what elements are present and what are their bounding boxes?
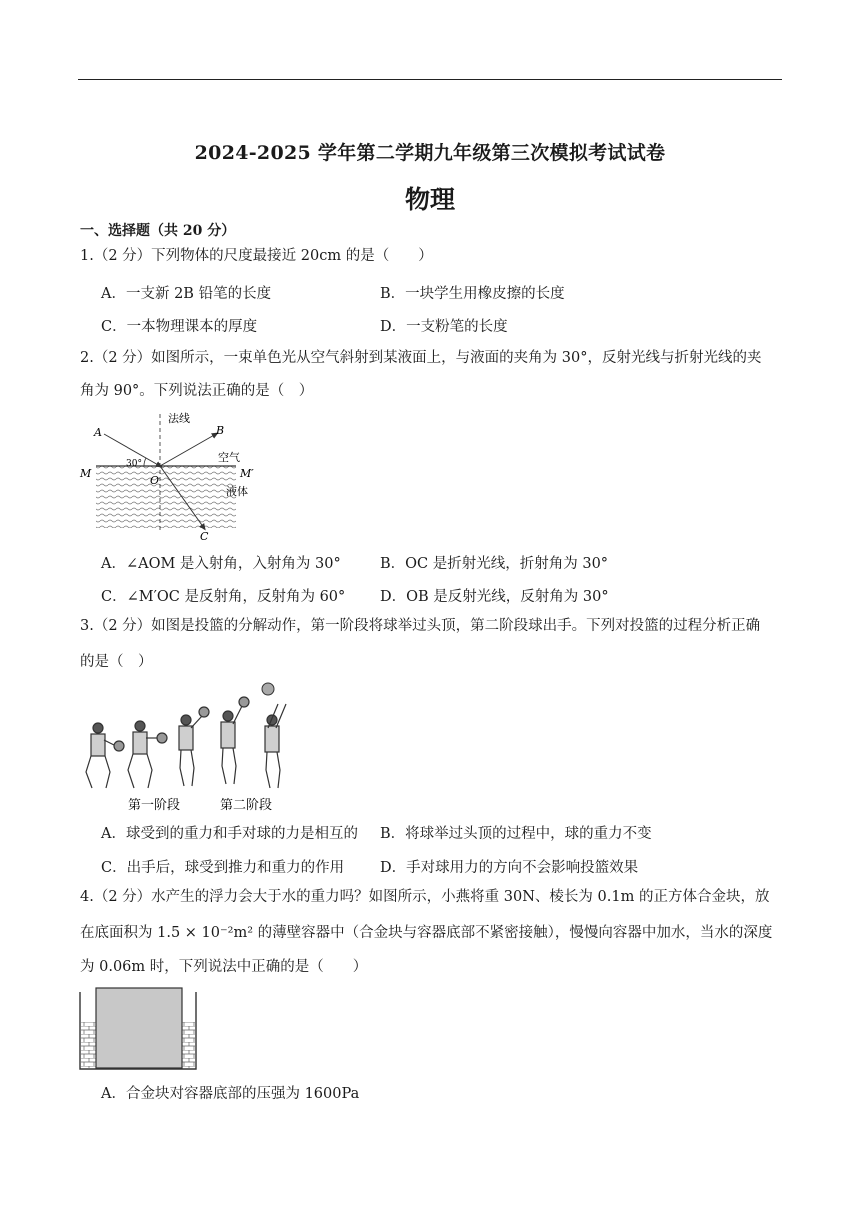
angle-label: 30° <box>126 459 142 469</box>
q2-option-a: A．∠AOM 是入射角，入射角为 30° <box>101 556 341 572</box>
q1-stem: 1.（2 分）下列物体的尺度最接近 20cm 的是（ ） <box>80 248 433 264</box>
angle-arc <box>144 458 146 466</box>
q3-option-c: C．出手后，球受到推力和重力的作用 <box>101 860 345 876</box>
basketball-released <box>262 683 274 695</box>
q3-option-b: B．将球举过头顶的过程中，球的重力不变 <box>380 826 652 842</box>
air-label: 空气 <box>218 451 240 464</box>
point-o-label: O <box>150 474 160 487</box>
player-2 <box>128 721 167 788</box>
alloy-block <box>96 988 182 1068</box>
point-a-label: A <box>94 426 102 439</box>
q1-option-d: D．一支粉笔的长度 <box>380 319 508 335</box>
q3-stem-line1: 3.（2 分）如图是投篮的分解动作，第一阶段将球举过头顶，第二阶段球出手。下列对投篮的过程分析正确 <box>80 618 761 634</box>
player-1 <box>86 723 124 788</box>
q3-stem-line2: 的是（ ） <box>80 654 153 670</box>
stage-1-label: 第一阶段 <box>128 798 181 813</box>
q2-option-c: C．∠M′OC 是反射角，反射角为 60° <box>101 589 346 605</box>
q3-basketball-figure <box>76 680 316 815</box>
q3-option-a: A．球受到的重力和手对球的力是相互的 <box>101 826 358 842</box>
q4-option-a: A．合金块对容器底部的压强为 1600Pa <box>101 1086 360 1102</box>
point-c-label: C <box>200 530 209 542</box>
q1-option-c: C．一本物理课本的厚度 <box>101 319 258 335</box>
point-m-label: M <box>80 467 92 480</box>
q2-stem-line1: 2.（2 分）如图所示，一束单色光从空气斜射到某液面上，与液面的夹角为 30°，反射光线与折射光线的夹 <box>80 350 762 366</box>
q1-option-a: A．一支新 2B 铅笔的长度 <box>101 286 272 302</box>
q2-option-b: B．OC 是折射光线，折射角为 30° <box>380 556 609 572</box>
player-4 <box>221 697 249 784</box>
q4-stem-line3: 为 0.06m 时，下列说法中正确的是（ ） <box>80 959 368 975</box>
player-3 <box>179 707 209 786</box>
subject-title: 物理 <box>404 185 455 214</box>
reflected-ray <box>160 434 216 466</box>
q2-stem-line2: 角为 90°。下列说法正确的是（ ） <box>80 383 314 399</box>
q2-reflection-figure <box>76 410 266 542</box>
point-m-prime-label: M′ <box>240 467 254 480</box>
q3-option-d: D．手对球用力的方向不会影响投篮效果 <box>380 860 639 876</box>
q4-stem-line1: 4.（2 分）水产生的浮力会大于水的重力吗？如图所示，小燕将重 30N、棱长为 0.1m 的正方体合金块，放 <box>80 889 770 905</box>
point-b-label: B <box>216 424 225 437</box>
stage-2-label: 第二阶段 <box>220 798 273 813</box>
header-rule <box>78 79 782 80</box>
q1-option-b: B．一块学生用橡皮擦的长度 <box>380 286 565 302</box>
normal-label: 法线 <box>168 412 190 425</box>
player-5 <box>265 704 286 788</box>
q4-stem-line2: 在底面积为 1.5 × 10⁻²m² 的薄壁容器中（合金块与容器底部不紧密接触），慢慢向容器中加水，当水的深度 <box>80 925 773 941</box>
liquid-label: 液体 <box>226 485 248 498</box>
q2-option-d: D．OB 是反射光线，反射角为 30° <box>380 589 609 605</box>
section-heading: 一、选择题（共 20 分） <box>80 223 236 239</box>
exam-title: 2024-2025 学年第二学期九年级第三次模拟考试试卷 <box>194 142 666 164</box>
q4-container-figure <box>76 986 200 1072</box>
